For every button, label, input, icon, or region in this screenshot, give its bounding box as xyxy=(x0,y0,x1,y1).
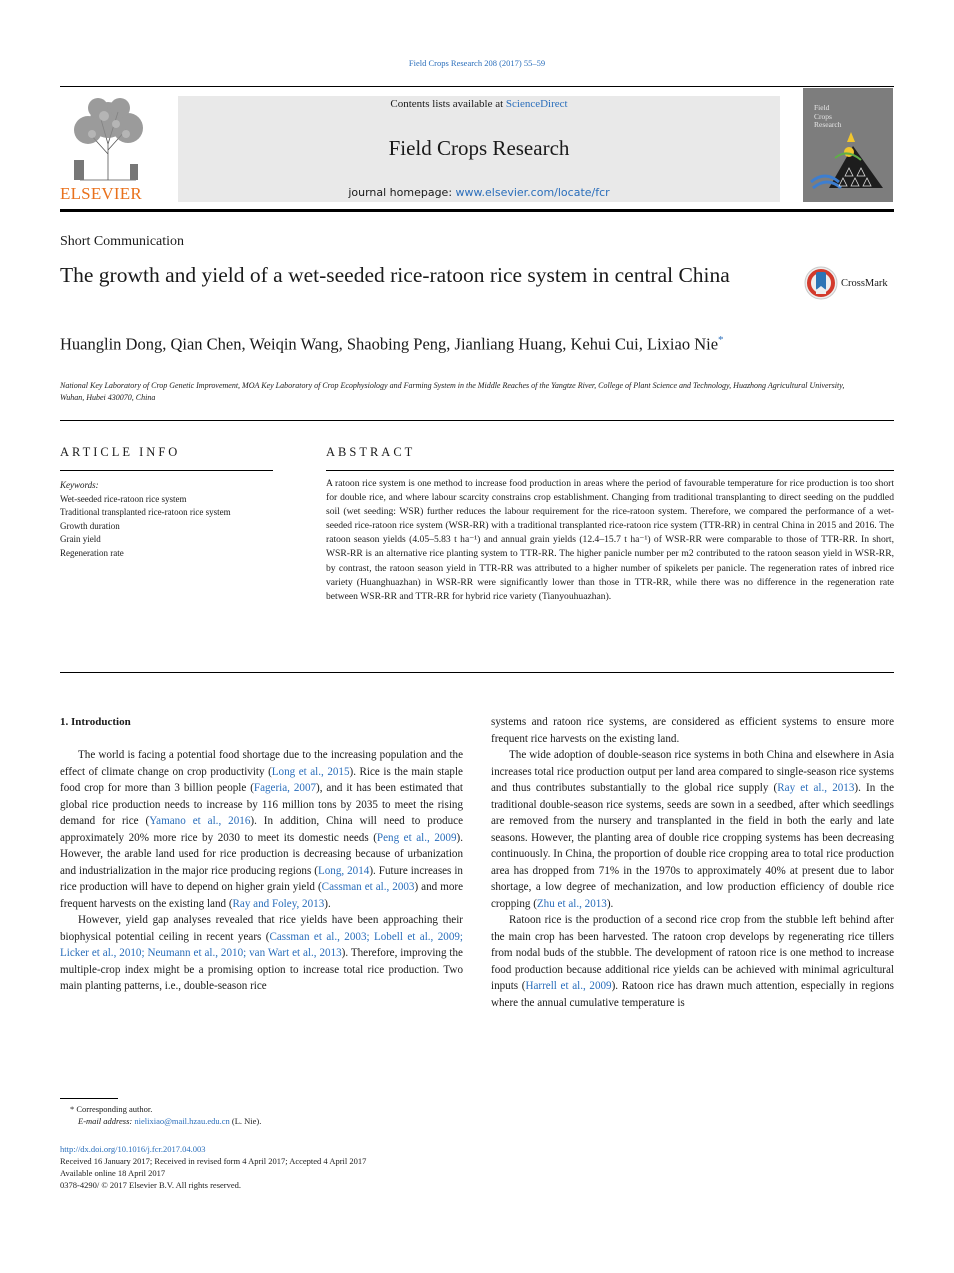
keywords-label: Keywords: xyxy=(60,480,99,490)
paragraph xyxy=(60,747,463,912)
keyword-item: Grain yield xyxy=(60,534,101,544)
body-text: The wide adoption of double-season rice systems in both China and elsewhere in Asia increases total rice production output per land area compared to single-season rice systems and thus contributes substantially to the global rice supply ( xyxy=(491,749,894,794)
header-rule-thick xyxy=(60,209,894,212)
citation-link[interactable]: Peng et al., 2009 xyxy=(376,831,457,844)
citation-link[interactable]: Cassman et al., 2003; Lobell et al., 2009; Licker et al., 2010; Neumann et al., 2010; van Wart et al., 2013 xyxy=(60,930,464,959)
author-names: Huanglin Dong, Qian Chen, Weiqin Wang, Shaobing Peng, Jianliang Huang, Kehui Cui, Lixiao Nie xyxy=(60,334,719,354)
body-text: systems and ratoon rice systems, are considered as efficient systems to ensure more frequent rice harvests on the existing land. xyxy=(491,716,894,745)
citation-link[interactable]: Ray et al., 2013 xyxy=(777,782,855,794)
abstract-text: A ratoon rice system is one method to increase food production in areas where the period of favourable temperature for rice production is too short for double rice, and where labour scarcity constrains crop establishment. Changing from traditional transplanting to direct seeding on the puddled soil (wet seeding: WSR) further reduces the labour requirement for the rice-ratoon system. Therefore, we compared the performance of a wet-seeded rice-ratoon rice system (WSR-RR) with a traditional transplanted rice-ratoon rice system (TTR-RR) in central China in 2015 and 2016. The ratoon season yields (4.05–5.83 t ha⁻¹) and annual grain yields (12.4–15.7 t ha⁻¹) of WSR-RR were comparable to those of TTR-RR. In short, WSR-RR is an alternative rice planting system to TTR-RR. The higher panicle number per m2 contributed to the ratoon season yield in WSR-RR, by contrast, the ratoon season yield in TTR-RR was attributed to a higher number of spikelets per panicle. The regeneration rates of inbred rice variety (Huanghuazhan) in WSR-RR were significantly lower than those in TTR-RR, while there was no difference in the regeneration rate between WSR-RR and TTR-RR for hybrid rice variety (Tianyouhuazhan). xyxy=(326,478,894,602)
citation-link[interactable]: Ray and Foley, 2013 xyxy=(232,897,325,910)
publication-info xyxy=(60,1143,660,1191)
keyword-item: Traditional transplanted rice-ratoon rice system xyxy=(60,507,231,517)
introduction-heading: 1. Introduction xyxy=(60,716,131,728)
homepage-link[interactable]: www.elsevier.com/locate/fcr xyxy=(455,186,610,199)
section-rule xyxy=(60,672,894,673)
body-text: ). In addition, China will need to produce approximately 20% more rice by 2030 to meet its domestic needs ( xyxy=(60,815,463,844)
body-text: Ratoon rice is the production of a second rice crop from the stubble left behind after the main crop has been harvested. The ratoon crop develops by regenerating rice tillers from nodal buds of the stubble. The development of ratoon rice is one method to increase food production because additional rice yields can be achieved with minimal agricultural inputs ( xyxy=(491,914,894,992)
citation-link[interactable]: Fageria, 2007 xyxy=(253,782,317,794)
header-rule xyxy=(60,86,894,87)
crossmark-icon[interactable] xyxy=(804,266,838,300)
paragraph xyxy=(491,912,894,1011)
homepage-prefix: journal homepage: xyxy=(348,186,456,199)
body-text: ). Ratoon rice has drawn much attention, especially in regions where the annual cumulative temperature is xyxy=(491,980,894,1009)
contents-prefix: Contents lists available at xyxy=(390,98,506,110)
article-type: Short Communication xyxy=(60,234,185,249)
abstract-heading: ABSTRACT xyxy=(326,445,416,459)
abstract-rule xyxy=(326,470,894,471)
received-dates: Received 16 January 2017; Received in revised form 4 April 2017; Accepted 4 April 2017 xyxy=(60,1156,367,1166)
citation-link[interactable]: Yamano et al., 2016 xyxy=(149,815,251,827)
journal-title: Field Crops Research xyxy=(388,136,570,160)
journal-reference[interactable]: Field Crops Research 208 (2017) 55–59 xyxy=(408,58,546,68)
article-title: The growth and yield of a wet-seeded rice-ratoon rice system in central China xyxy=(60,263,730,287)
body-text: ). Therefore, improving the multiple-crop index might be a promising option to increase total rice production. Two main planting patterns, i.e., double-season rice xyxy=(60,947,463,992)
body-text: ). However, the arable land used for rice production is decreasing because of urbanization and industrialization in the major rice producing regions ( xyxy=(60,831,463,877)
citation-link[interactable]: Zhu et al., 2013 xyxy=(536,897,607,910)
publisher-name: ELSEVIER xyxy=(60,184,142,203)
available-online: Available online 18 April 2017 xyxy=(60,1168,166,1178)
body-text: However, yield gap analyses revealed that rice yields have been approaching their biophysical potential ceiling in recent years ( xyxy=(60,914,463,943)
email-suffix: (L. Nie). xyxy=(229,1116,262,1126)
body-text: ) and more frequent harvests on the existing land ( xyxy=(60,881,463,910)
body-column-left xyxy=(60,747,463,995)
citation-link[interactable]: Long, 2014 xyxy=(317,864,370,877)
body-text: ). xyxy=(606,897,614,910)
keywords-block xyxy=(60,479,260,560)
cover-title: Field Crops Research xyxy=(814,103,842,129)
body-text: ). In the traditional double-season rice systems, seeds are sown in a seedbed, after which seedlings are removed from the nursery and transplanted in the field in both the early and late seasons. However, the planting area of double rice cropping systems has been decreasing continuously. In China, the proportion of double rice cropping area to total rice production area has dropped from 71% in the 1970s to approximately 40% at present due to labor shortage, a low degree of mechanization, and low production efficiency of double rice cropping ( xyxy=(491,782,894,910)
article-info-rule xyxy=(60,470,273,471)
paragraph xyxy=(491,747,894,912)
citation-link[interactable]: Harrell et al., 2009 xyxy=(525,980,612,992)
footnote-rule xyxy=(60,1098,118,1099)
keyword-item: Growth duration xyxy=(60,520,120,531)
body-text: The world is facing a potential food shortage due to the increasing population and the effect of climate change on crop productivity ( xyxy=(60,749,463,778)
homepage-line xyxy=(178,186,780,199)
contents-line xyxy=(178,98,780,110)
email-label: E-mail address: xyxy=(78,1116,135,1126)
doi-link[interactable]: http://dx.doi.org/10.1016/j.fcr.2017.04.003 xyxy=(60,1144,206,1154)
paragraph xyxy=(491,714,894,747)
citation-link[interactable]: Cassman et al., 2003 xyxy=(321,881,415,893)
sciencedirect-link[interactable]: ScienceDirect xyxy=(505,98,568,110)
footnote xyxy=(60,1103,560,1127)
body-column-right xyxy=(491,714,894,1011)
copyright: 0378-4290/ © 2017 Elsevier B.V. All rights reserved. xyxy=(60,1180,242,1190)
email-line xyxy=(60,1115,560,1127)
section-rule xyxy=(60,420,894,421)
crossmark-label[interactable]: CrossMark xyxy=(841,278,888,289)
citation-link[interactable]: Long et al., 2015 xyxy=(271,765,350,778)
paragraph xyxy=(60,912,463,995)
corresponding-note: * Corresponding author. xyxy=(70,1104,153,1114)
affiliation: National Key Laboratory of Crop Genetic Improvement, MOA Key Laboratory of Crop Ecophysiology and Farming System in the Middle Reaches of the Yangtze River, College of Plant Science and Technology, Huazhong Agricultural University, Wuhan, Hubei 430070, China xyxy=(60,381,845,402)
corresponding-author-mark[interactable]: * xyxy=(718,334,724,346)
keyword-item: Regeneration rate xyxy=(60,547,124,558)
body-text: ). xyxy=(324,897,331,910)
keyword-item: Wet-seeded rice-ratoon rice system xyxy=(60,493,187,504)
author-list xyxy=(60,330,780,355)
article-info-heading: ARTICLE INFO xyxy=(60,445,181,459)
body-text: ), and it has been estimated that global rice production needs to increase by 116 million tons by 2035 to meet the rising demand for rice ( xyxy=(60,782,464,827)
body-text: ). Rice is the main staple food crop for more than 3 billion people ( xyxy=(60,765,463,794)
body-text: ). Future increases in rice production will have to depend on higher grain yield ( xyxy=(60,864,463,893)
email-link[interactable]: nielixiao@mail.hzau.edu.cn xyxy=(134,1116,230,1126)
